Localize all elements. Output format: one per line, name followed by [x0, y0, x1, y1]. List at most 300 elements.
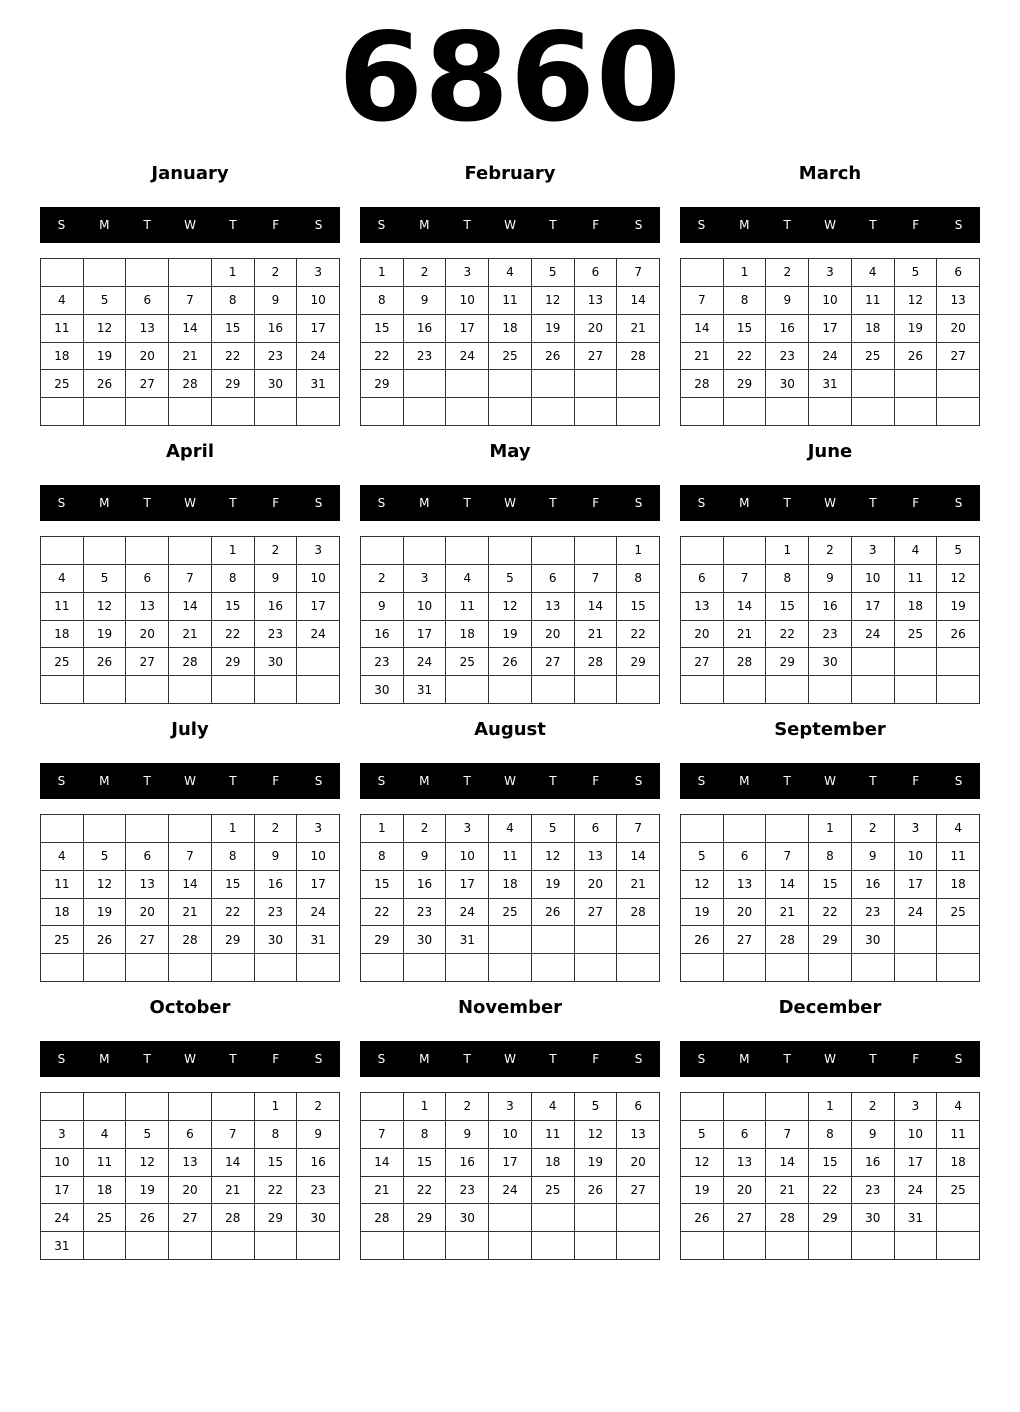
weekday-label: T — [143, 496, 151, 510]
day-cell: 27 — [126, 648, 169, 676]
day-cell: 12 — [126, 1149, 169, 1177]
weekday-label: W — [184, 496, 196, 510]
day-cell: 21 — [169, 343, 212, 371]
weekday-label: F — [912, 1052, 920, 1066]
day-cell: 29 — [404, 1204, 447, 1232]
day-cell: 7 — [361, 1121, 404, 1149]
empty-cell — [84, 954, 127, 982]
day-cell: 29 — [809, 1204, 852, 1232]
day-cell: 20 — [724, 1177, 767, 1205]
day-cell: 5 — [681, 1121, 724, 1149]
day-cell: 26 — [489, 648, 532, 676]
day-cell: 19 — [575, 1149, 618, 1177]
day-cell: 5 — [84, 843, 127, 871]
day-cell: 27 — [937, 343, 980, 371]
day-cell: 2 — [852, 815, 895, 843]
empty-cell — [681, 815, 724, 843]
day-cell: 18 — [41, 343, 84, 371]
day-cell: 30 — [766, 370, 809, 398]
empty-cell — [446, 954, 489, 982]
day-cell: 22 — [255, 1177, 298, 1205]
day-cell: 21 — [212, 1177, 255, 1205]
day-cell: 26 — [84, 648, 127, 676]
day-cell: 15 — [212, 871, 255, 899]
day-cell: 29 — [255, 1204, 298, 1232]
empty-cell — [255, 676, 298, 704]
weekday-label: S — [314, 496, 323, 510]
day-cell: 28 — [169, 370, 212, 398]
day-cell: 17 — [446, 871, 489, 899]
empty-cell — [937, 676, 980, 704]
day-cell: 26 — [126, 1204, 169, 1232]
day-cell: 12 — [84, 593, 127, 621]
day-cell: 19 — [895, 315, 938, 343]
day-cell: 30 — [852, 926, 895, 954]
weekday-header — [360, 207, 660, 243]
day-cell: 19 — [937, 593, 980, 621]
weekday-label: M — [419, 218, 430, 232]
empty-cell — [361, 398, 404, 426]
weekday-header — [40, 763, 340, 799]
empty-cell — [532, 1232, 575, 1260]
weekday-header — [40, 1041, 340, 1077]
weekday-label: S — [57, 218, 66, 232]
day-cell: 16 — [446, 1149, 489, 1177]
day-cell: 10 — [404, 593, 447, 621]
empty-cell — [126, 398, 169, 426]
day-cell: 20 — [575, 871, 618, 899]
empty-cell — [575, 1232, 618, 1260]
empty-cell — [212, 676, 255, 704]
day-cell: 19 — [489, 621, 532, 649]
day-cell: 20 — [724, 899, 767, 927]
day-cell: 23 — [766, 343, 809, 371]
empty-cell — [212, 398, 255, 426]
day-cell: 7 — [169, 287, 212, 315]
day-cell: 5 — [532, 259, 575, 287]
day-cell: 12 — [681, 1149, 724, 1177]
empty-cell — [212, 1093, 255, 1121]
day-cell: 26 — [937, 621, 980, 649]
weekday-label: M — [739, 496, 750, 510]
weekday-label: F — [272, 774, 280, 788]
weekday-label: W — [504, 496, 516, 510]
empty-cell — [575, 676, 618, 704]
day-cell: 4 — [489, 259, 532, 287]
day-cell: 29 — [212, 926, 255, 954]
weekday-header — [40, 207, 340, 243]
empty-cell — [255, 954, 298, 982]
day-cell: 24 — [895, 899, 938, 927]
day-cell: 11 — [937, 1121, 980, 1149]
weekday-label: W — [504, 218, 516, 232]
day-cell: 25 — [937, 1177, 980, 1205]
weekday-label: T — [783, 218, 791, 232]
weekday-label: S — [314, 1052, 323, 1066]
day-cell: 18 — [852, 315, 895, 343]
empty-cell — [809, 676, 852, 704]
weekday-label: T — [463, 1052, 471, 1066]
day-cell: 5 — [575, 1093, 618, 1121]
day-cell: 16 — [361, 621, 404, 649]
day-cell: 10 — [895, 1121, 938, 1149]
day-cell: 27 — [126, 926, 169, 954]
day-cell: 11 — [489, 843, 532, 871]
day-cell: 12 — [681, 871, 724, 899]
weekday-label: S — [634, 496, 643, 510]
day-cell: 9 — [852, 1121, 895, 1149]
day-cell: 4 — [937, 1093, 980, 1121]
day-cell: 13 — [169, 1149, 212, 1177]
day-cell: 14 — [617, 843, 660, 871]
day-cell: 18 — [895, 593, 938, 621]
empty-cell — [681, 954, 724, 982]
weekday-label: W — [824, 496, 836, 510]
day-cell: 27 — [575, 343, 618, 371]
empty-cell — [169, 676, 212, 704]
weekday-label: T — [463, 774, 471, 788]
empty-cell — [84, 1093, 127, 1121]
day-cell: 3 — [489, 1093, 532, 1121]
weekday-label: S — [377, 218, 386, 232]
empty-cell — [41, 954, 84, 982]
empty-cell — [41, 1093, 84, 1121]
day-cell: 6 — [617, 1093, 660, 1121]
day-cell: 15 — [617, 593, 660, 621]
weekday-label: T — [229, 1052, 237, 1066]
weekday-label: S — [634, 218, 643, 232]
day-cell: 1 — [617, 537, 660, 565]
empty-cell — [169, 1093, 212, 1121]
day-cell: 6 — [169, 1121, 212, 1149]
empty-cell — [809, 1232, 852, 1260]
day-cell: 29 — [809, 926, 852, 954]
day-cell: 22 — [212, 343, 255, 371]
empty-cell — [937, 398, 980, 426]
day-cell: 30 — [446, 1204, 489, 1232]
empty-cell — [126, 1093, 169, 1121]
day-cell: 16 — [255, 315, 298, 343]
day-cell: 23 — [852, 1177, 895, 1205]
day-cell: 25 — [937, 899, 980, 927]
day-cell: 8 — [724, 287, 767, 315]
weekday-label: S — [377, 774, 386, 788]
day-cell: 11 — [41, 315, 84, 343]
day-cell: 15 — [809, 871, 852, 899]
empty-cell — [809, 954, 852, 982]
day-cell: 17 — [404, 621, 447, 649]
empty-cell — [489, 1232, 532, 1260]
day-cell: 22 — [212, 899, 255, 927]
day-cell: 30 — [809, 648, 852, 676]
day-cell: 19 — [84, 899, 127, 927]
day-cell: 18 — [84, 1177, 127, 1205]
day-cell: 1 — [404, 1093, 447, 1121]
day-cell: 21 — [766, 1177, 809, 1205]
day-grid — [360, 814, 660, 982]
empty-cell — [852, 954, 895, 982]
day-cell: 20 — [532, 621, 575, 649]
day-cell: 9 — [446, 1121, 489, 1149]
day-cell: 22 — [361, 343, 404, 371]
empty-cell — [297, 1232, 340, 1260]
day-cell: 2 — [766, 259, 809, 287]
day-cell: 27 — [617, 1177, 660, 1205]
day-cell: 23 — [446, 1177, 489, 1205]
weekday-label: T — [549, 774, 557, 788]
day-cell: 8 — [361, 843, 404, 871]
day-cell: 18 — [41, 621, 84, 649]
day-cell: 24 — [297, 899, 340, 927]
weekday-label: S — [57, 1052, 66, 1066]
day-cell: 13 — [575, 843, 618, 871]
day-cell: 18 — [937, 1149, 980, 1177]
day-cell: 16 — [809, 593, 852, 621]
month-name: January — [151, 163, 229, 184]
day-cell: 24 — [446, 343, 489, 371]
day-cell: 8 — [809, 843, 852, 871]
month-name: September — [774, 719, 886, 740]
day-cell: 22 — [724, 343, 767, 371]
day-cell: 17 — [489, 1149, 532, 1177]
empty-cell — [446, 676, 489, 704]
day-cell: 7 — [724, 565, 767, 593]
day-cell: 4 — [895, 537, 938, 565]
day-cell: 28 — [169, 648, 212, 676]
weekday-label: T — [229, 218, 237, 232]
day-cell: 17 — [895, 1149, 938, 1177]
day-cell: 16 — [852, 871, 895, 899]
empty-cell — [937, 954, 980, 982]
weekday-label: F — [592, 1052, 600, 1066]
day-cell: 8 — [361, 287, 404, 315]
day-cell: 9 — [852, 843, 895, 871]
day-cell: 8 — [255, 1121, 298, 1149]
weekday-label: S — [954, 774, 963, 788]
empty-cell — [895, 370, 938, 398]
day-cell: 24 — [895, 1177, 938, 1205]
empty-cell — [489, 398, 532, 426]
empty-cell — [489, 537, 532, 565]
empty-cell — [361, 954, 404, 982]
weekday-label: W — [184, 1052, 196, 1066]
day-cell: 2 — [404, 259, 447, 287]
empty-cell — [617, 926, 660, 954]
weekday-label: M — [99, 496, 110, 510]
day-cell: 5 — [489, 565, 532, 593]
day-cell: 14 — [361, 1149, 404, 1177]
empty-cell — [766, 1232, 809, 1260]
day-cell: 18 — [489, 871, 532, 899]
empty-cell — [575, 954, 618, 982]
day-cell: 6 — [724, 843, 767, 871]
month-name: August — [474, 719, 546, 740]
day-cell: 21 — [617, 871, 660, 899]
day-cell: 16 — [852, 1149, 895, 1177]
day-cell: 13 — [126, 593, 169, 621]
weekday-label: T — [869, 1052, 877, 1066]
day-cell: 1 — [809, 815, 852, 843]
day-cell: 3 — [895, 1093, 938, 1121]
empty-cell — [532, 1204, 575, 1232]
day-cell: 30 — [404, 926, 447, 954]
day-cell: 13 — [126, 871, 169, 899]
month-name: December — [778, 997, 882, 1018]
day-cell: 15 — [404, 1149, 447, 1177]
empty-cell — [681, 398, 724, 426]
day-cell: 30 — [361, 676, 404, 704]
weekday-label: W — [184, 774, 196, 788]
weekday-label: F — [592, 218, 600, 232]
empty-cell — [404, 954, 447, 982]
day-cell: 1 — [809, 1093, 852, 1121]
day-cell: 23 — [361, 648, 404, 676]
weekday-label: T — [143, 1052, 151, 1066]
day-cell: 13 — [937, 287, 980, 315]
day-cell: 9 — [255, 287, 298, 315]
day-cell: 5 — [895, 259, 938, 287]
day-cell: 14 — [212, 1149, 255, 1177]
weekday-header — [360, 763, 660, 799]
weekday-label: T — [869, 496, 877, 510]
day-cell: 3 — [895, 815, 938, 843]
day-cell: 29 — [766, 648, 809, 676]
day-cell: 10 — [489, 1121, 532, 1149]
day-cell: 1 — [361, 815, 404, 843]
day-cell: 3 — [297, 537, 340, 565]
day-cell: 27 — [169, 1204, 212, 1232]
empty-cell — [84, 676, 127, 704]
day-cell: 29 — [212, 370, 255, 398]
day-cell: 24 — [489, 1177, 532, 1205]
day-cell: 31 — [895, 1204, 938, 1232]
day-cell: 13 — [617, 1121, 660, 1149]
empty-cell — [532, 676, 575, 704]
day-cell: 28 — [575, 648, 618, 676]
day-cell: 9 — [766, 287, 809, 315]
day-cell: 3 — [809, 259, 852, 287]
empty-cell — [41, 259, 84, 287]
day-cell: 19 — [126, 1177, 169, 1205]
weekday-label: S — [57, 496, 66, 510]
weekday-label: T — [143, 774, 151, 788]
empty-cell — [84, 259, 127, 287]
day-grid — [40, 258, 340, 426]
empty-cell — [766, 815, 809, 843]
month-name: April — [165, 441, 215, 462]
day-cell: 10 — [41, 1149, 84, 1177]
day-cell: 2 — [404, 815, 447, 843]
weekday-label: F — [592, 496, 600, 510]
day-cell: 25 — [84, 1204, 127, 1232]
day-cell: 11 — [532, 1121, 575, 1149]
empty-cell — [724, 1093, 767, 1121]
day-cell: 15 — [255, 1149, 298, 1177]
day-cell: 13 — [681, 593, 724, 621]
day-cell: 20 — [681, 621, 724, 649]
empty-cell — [489, 370, 532, 398]
empty-cell — [617, 676, 660, 704]
day-cell: 2 — [255, 537, 298, 565]
day-cell: 7 — [766, 843, 809, 871]
day-cell: 13 — [126, 315, 169, 343]
day-cell: 5 — [126, 1121, 169, 1149]
empty-cell — [446, 370, 489, 398]
weekday-label: T — [549, 1052, 557, 1066]
day-cell: 23 — [297, 1177, 340, 1205]
weekday-label: W — [504, 1052, 516, 1066]
day-cell: 8 — [212, 287, 255, 315]
empty-cell — [575, 370, 618, 398]
empty-cell — [212, 954, 255, 982]
day-cell: 27 — [681, 648, 724, 676]
day-cell: 19 — [532, 315, 575, 343]
day-cell: 26 — [575, 1177, 618, 1205]
empty-cell — [169, 1232, 212, 1260]
day-cell: 16 — [404, 315, 447, 343]
empty-cell — [297, 648, 340, 676]
day-cell: 19 — [532, 871, 575, 899]
empty-cell — [446, 398, 489, 426]
day-cell: 10 — [809, 287, 852, 315]
day-cell: 10 — [852, 565, 895, 593]
day-cell: 4 — [84, 1121, 127, 1149]
day-cell: 30 — [852, 1204, 895, 1232]
weekday-label: T — [783, 774, 791, 788]
empty-cell — [681, 1232, 724, 1260]
day-cell: 21 — [361, 1177, 404, 1205]
empty-cell — [41, 676, 84, 704]
empty-cell — [766, 954, 809, 982]
day-cell: 11 — [852, 287, 895, 315]
weekday-header — [680, 763, 980, 799]
day-cell: 9 — [255, 565, 298, 593]
day-grid — [360, 258, 660, 426]
day-cell: 15 — [361, 871, 404, 899]
day-cell: 14 — [169, 593, 212, 621]
day-cell: 24 — [297, 621, 340, 649]
weekday-header — [680, 485, 980, 521]
day-cell: 25 — [41, 370, 84, 398]
day-cell: 12 — [532, 287, 575, 315]
day-cell: 28 — [766, 1204, 809, 1232]
day-cell: 11 — [41, 593, 84, 621]
month-name: July — [171, 719, 209, 740]
weekday-label: S — [954, 1052, 963, 1066]
empty-cell — [575, 926, 618, 954]
day-cell: 22 — [766, 621, 809, 649]
empty-cell — [724, 815, 767, 843]
day-cell: 6 — [681, 565, 724, 593]
day-cell: 21 — [681, 343, 724, 371]
day-cell: 17 — [41, 1177, 84, 1205]
day-cell: 11 — [489, 287, 532, 315]
day-cell: 3 — [297, 259, 340, 287]
day-cell: 25 — [895, 621, 938, 649]
weekday-label: W — [504, 774, 516, 788]
day-cell: 11 — [446, 593, 489, 621]
day-cell: 4 — [532, 1093, 575, 1121]
empty-cell — [489, 676, 532, 704]
weekday-label: F — [912, 774, 920, 788]
day-cell: 27 — [724, 926, 767, 954]
day-cell: 24 — [446, 899, 489, 927]
day-cell: 29 — [724, 370, 767, 398]
day-cell: 20 — [937, 315, 980, 343]
day-cell: 30 — [255, 370, 298, 398]
empty-cell — [489, 954, 532, 982]
empty-cell — [681, 1093, 724, 1121]
